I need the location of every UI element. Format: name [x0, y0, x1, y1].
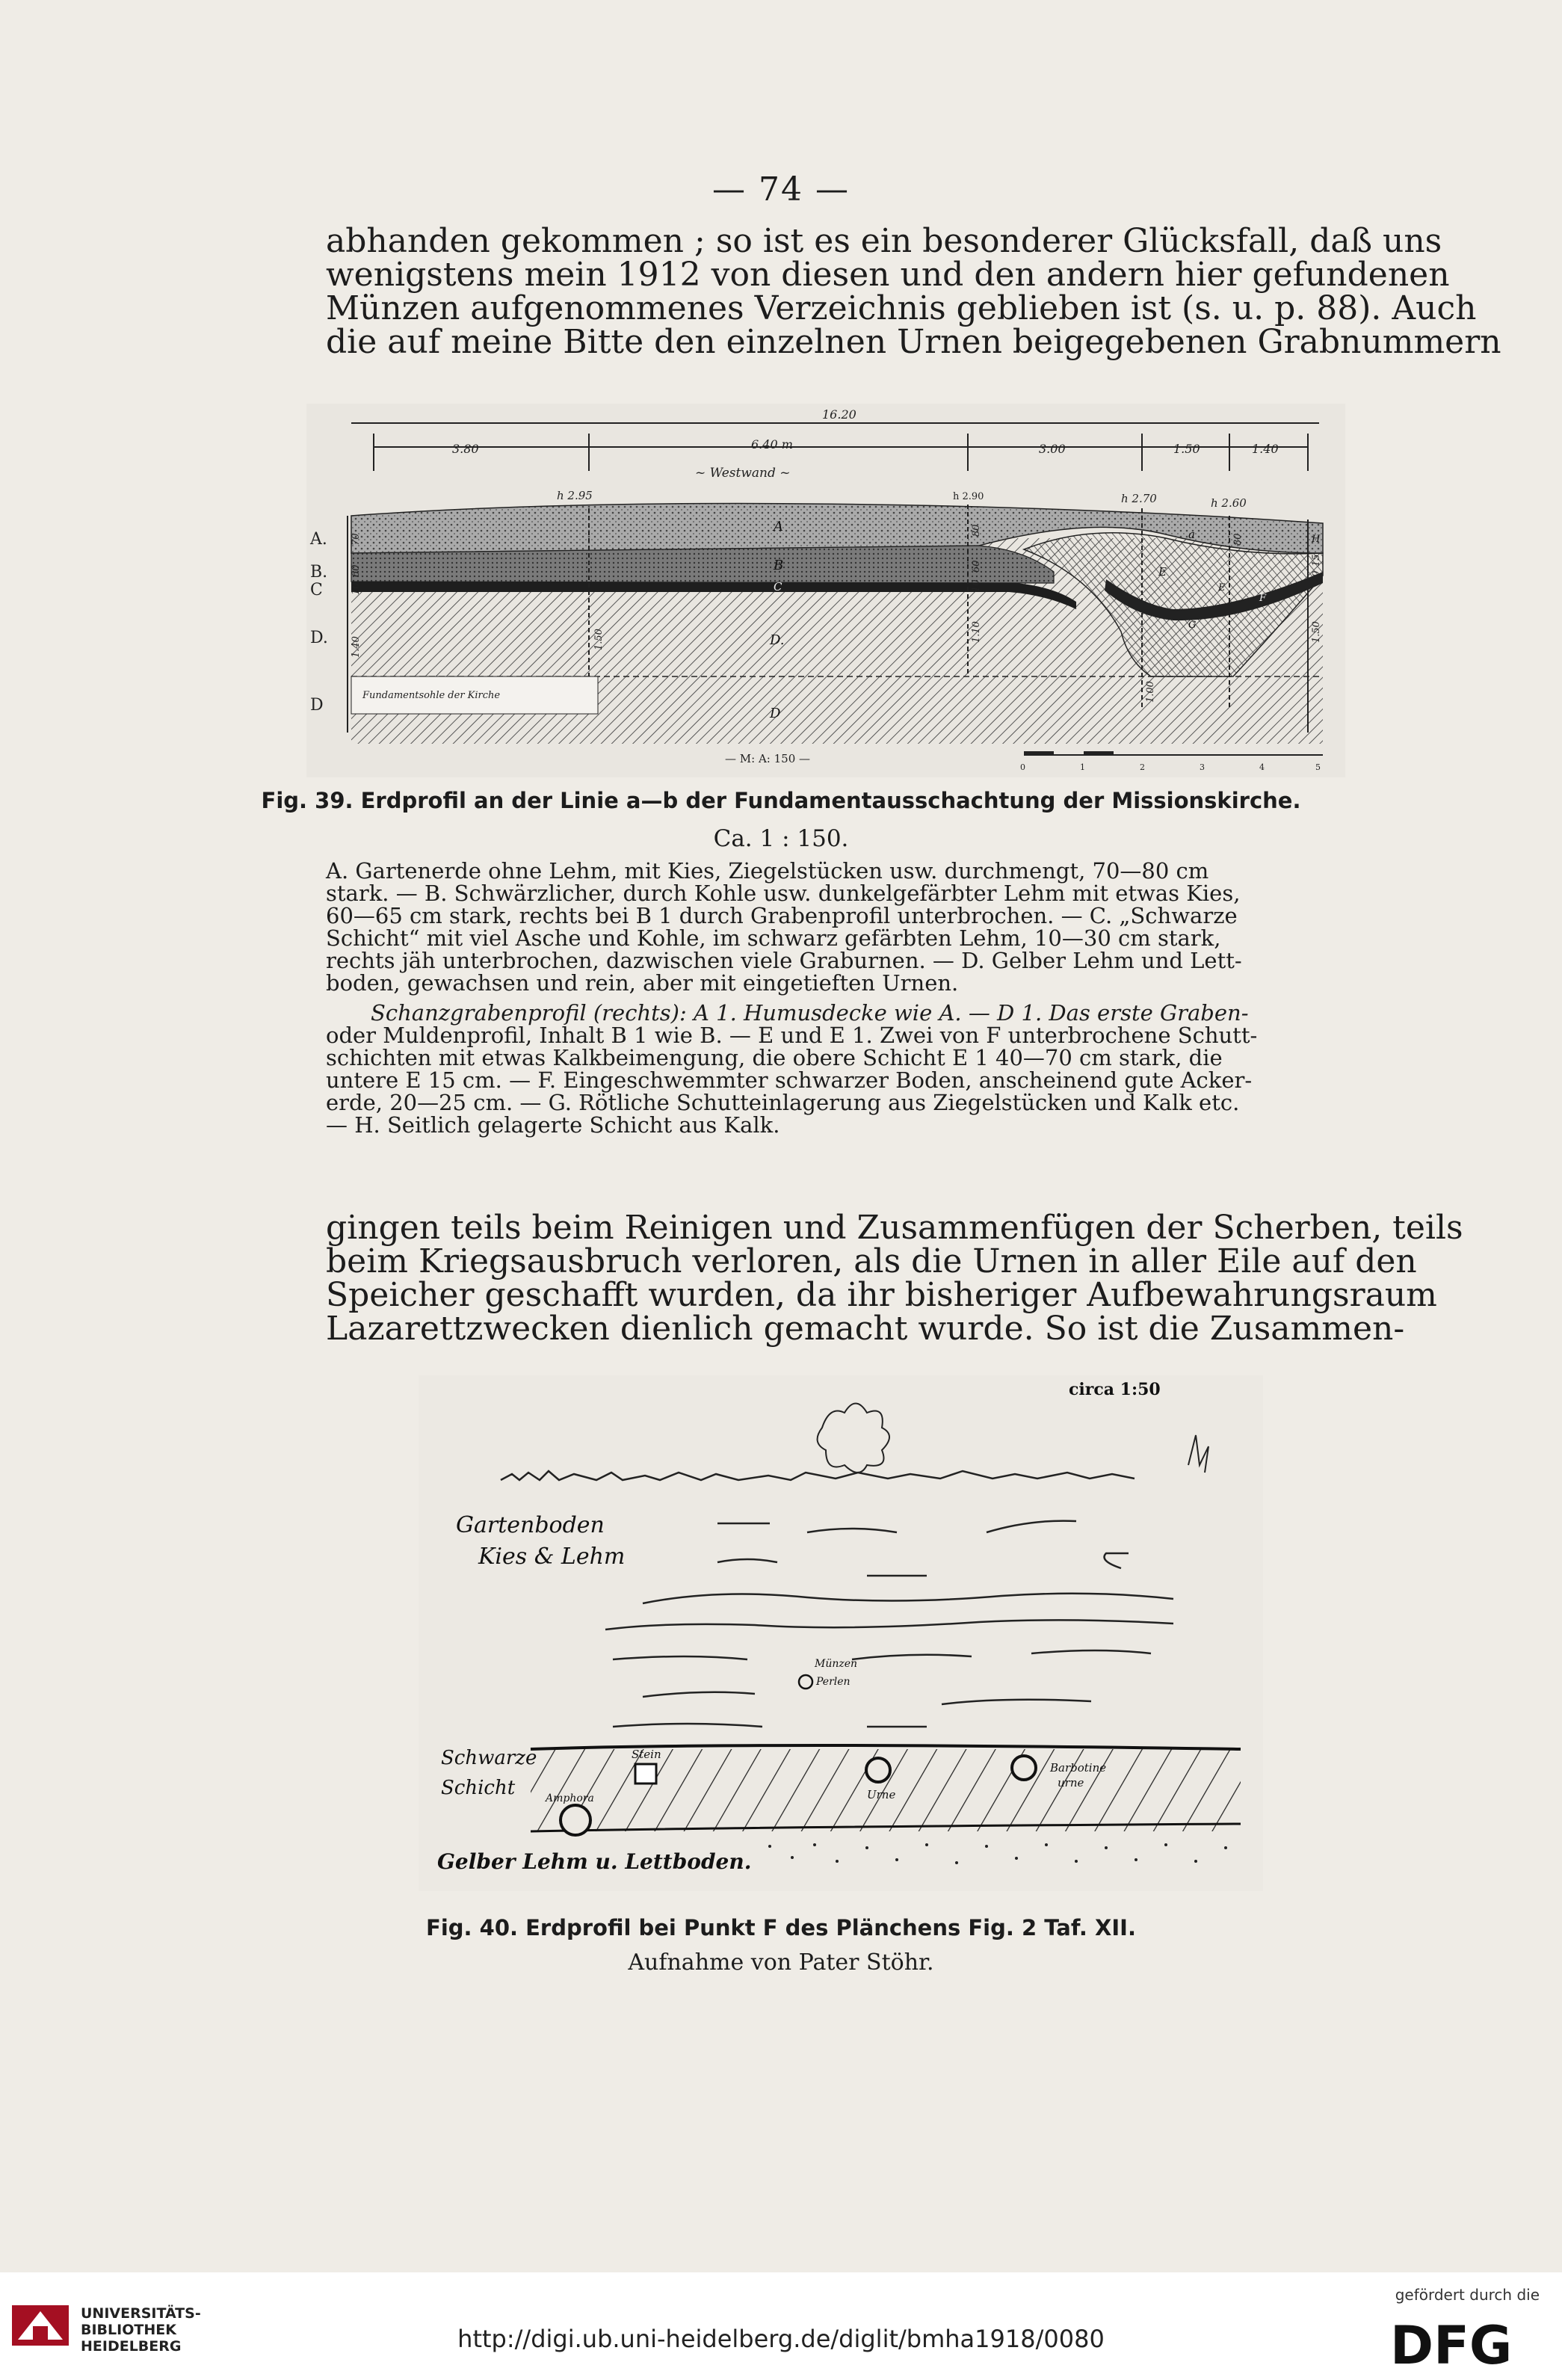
- layer-letter: D: [770, 706, 781, 721]
- figure-40-drawing: [419, 1375, 1263, 1891]
- trench-label: a: [1188, 528, 1195, 541]
- layer-letter: B: [774, 558, 784, 573]
- dim-c-label: 3.00: [1039, 442, 1066, 456]
- left-layer-label: D: [310, 696, 324, 715]
- text-line: die auf meine Bitte den einzelnen Urnen beigegebenen Grabnummern: [326, 323, 1501, 361]
- wall-label: ~ Westwand ~: [695, 466, 791, 481]
- layer-letter: D.: [770, 632, 785, 648]
- measure-number: 80: [1232, 533, 1244, 546]
- figure-40-scale: circa 1:50: [1069, 1380, 1161, 1399]
- label-schwarze: Schwarze: [441, 1747, 537, 1769]
- measure-number: 15: [1311, 554, 1322, 567]
- text-line: Münzen aufgenommenes Verzeichnis geblieben ist (s. u. p. 88). Auch: [326, 289, 1477, 327]
- ground-surface: [501, 1471, 1135, 1480]
- dim-e-label: 1.40: [1252, 442, 1279, 456]
- text-line: abhanden gekommen ; so ist es ein besonderer Glücksfall, daß uns: [326, 222, 1442, 260]
- left-layer-label: D.: [310, 629, 328, 647]
- library-line: UNIVERSITÄTS-: [81, 2305, 201, 2322]
- text-line: Speicher geschafft wurden, da ihr bisheriger Aufbewahrungsraum: [326, 1276, 1437, 1314]
- measure-number: 60: [351, 564, 362, 577]
- height-label: h 2.95: [557, 489, 593, 502]
- legend-line: stark. — B. Schwärzlicher, durch Kohle usw. dunkelgefärbter Lehm mit etwas Kies,: [326, 881, 1241, 906]
- stone-object: [635, 1764, 656, 1784]
- footer-bar: [0, 2272, 1562, 2380]
- plant-sketch: [818, 1404, 889, 1473]
- dfg-logo: [1390, 2316, 1540, 2370]
- dim-b-label: 6.40 m: [751, 437, 793, 451]
- figure-39-legend: [326, 860, 1356, 1136]
- text-line: Lazarettzwecken dienlich gemacht wurde. So ist die Zusammen-: [326, 1310, 1405, 1348]
- layer-letter: A: [774, 519, 783, 534]
- legend-line: untere E 15 cm. — F. Eingeschwemmter schwarzer Boden, anscheinend gute Acker-: [326, 1067, 1253, 1093]
- paragraph-mid: [326, 1209, 1463, 1348]
- measure-number: 60: [971, 560, 982, 573]
- height-label: h 2.70: [1121, 492, 1157, 505]
- urne-object: [866, 1758, 890, 1782]
- label-kies: Kies & Lehm: [478, 1544, 626, 1570]
- legend-line: — H. Seitlich gelagerte Schicht aus Kalk.: [326, 1112, 780, 1138]
- coin-find: [799, 1675, 812, 1689]
- scale-tick: 5: [1315, 762, 1321, 772]
- text-line: beim Kriegsausbruch verloren, als die Urnen in aller Eile auf den: [326, 1242, 1417, 1280]
- label-schicht: Schicht: [441, 1777, 516, 1799]
- figure-40-credit: Aufnahme von Pater Stöhr.: [628, 1949, 934, 1976]
- legend-line: A. Gartenerde ohne Lehm, mit Kies, Ziegelstücken usw. durchmengt, 70—80 cm: [326, 858, 1209, 884]
- height-label: h 2.60: [1211, 496, 1247, 510]
- legend-line: schichten mit etwas Kalkbeimengung, die obere Schicht E 1 40—70 cm stark, die: [326, 1045, 1223, 1070]
- measure-number: 1.00: [1145, 681, 1156, 703]
- label-barbotine: Barbotine: [1050, 1761, 1107, 1775]
- legend-line: Schanzgrabenprofil (rechts): A 1. Humusdecke wie A. — D 1. Das erste Graben-: [371, 1000, 1249, 1026]
- dim-d-label: 1.50: [1173, 442, 1200, 456]
- trench-label: E: [1218, 582, 1226, 594]
- legend-line: erde, 20—25 cm. — G. Rötliche Schutteinlagerung aus Ziegelstücken und Kalk etc.: [326, 1090, 1240, 1115]
- lettboden-dots: [768, 1843, 1227, 1864]
- label-muenzen: Münzen: [815, 1658, 858, 1670]
- measure-number: 1.50: [593, 629, 605, 650]
- label-amphora: Amphora: [546, 1792, 594, 1804]
- scale-tick: 1: [1080, 762, 1085, 772]
- figure-39: [306, 404, 1345, 777]
- label-urne2: urne: [1058, 1776, 1084, 1789]
- barbotine-urne-object: [1012, 1756, 1036, 1780]
- label-gartenboden: Gartenboden: [456, 1512, 605, 1538]
- measure-number: 70: [351, 533, 362, 546]
- left-layer-label: A.: [310, 530, 327, 549]
- trench-label: H: [1312, 534, 1321, 545]
- legend-line: 60—65 cm stark, rechts bei B 1 durch Grabenprofil unterbrochen. — C. „Schwarze: [326, 903, 1238, 928]
- page-number: — 74 —: [712, 170, 850, 209]
- legend-line: rechts jäh unterbrochen, dazwischen viele Graburnen. — D. Gelber Lehm und Lett-: [326, 948, 1242, 973]
- legend-line: Schicht“ mit viel Asche und Kohle, im schwarz gefärbten Lehm, 10—30 cm stark,: [326, 925, 1221, 951]
- foundation-label: Fundamentsohle der Kirche: [362, 690, 501, 701]
- measure-number: 10: [351, 582, 362, 595]
- library-line: BIBLIOTHEK: [81, 2322, 176, 2338]
- scale-bar-block: [1084, 751, 1114, 756]
- layer-letter: C: [774, 580, 782, 594]
- measure-number: 20: [1311, 570, 1322, 583]
- legend-line: oder Muldenprofil, Inhalt B 1 wie B. — E und E 1. Zwei von F unterbrochene Schutt-: [326, 1023, 1258, 1048]
- label-perlen: Perlen: [816, 1676, 851, 1688]
- left-layer-label: B.: [310, 563, 328, 582]
- figure-39-caption: Fig. 39. Erdprofil an der Linie a—b der Fundamentausschachtung der Missionskirche.: [261, 788, 1301, 813]
- amphora-object: [561, 1805, 590, 1835]
- trench-label: E: [1158, 565, 1167, 579]
- dim-total-label: 16.20: [822, 407, 856, 422]
- library-line: HEIDELBERG: [81, 2338, 182, 2355]
- label-gelber: Gelber Lehm u. Lettboden.: [437, 1849, 752, 1874]
- trench-label: G: [1188, 620, 1197, 631]
- figure-39-scale: Ca. 1 : 150.: [713, 825, 849, 852]
- dfg-logo-text: DFG: [1390, 2316, 1513, 2370]
- text-line: gingen teils beim Reinigen und Zusammenfügen der Scherben, teils: [326, 1209, 1463, 1247]
- scale-bar-block: [1024, 751, 1054, 756]
- paragraph-top: [326, 222, 1501, 361]
- figure-40: [419, 1375, 1263, 1891]
- label-stein: Stein: [632, 1748, 661, 1761]
- figure-40-caption: Fig. 40. Erdprofil bei Punkt F des Plänchens Fig. 2 Taf. XII.: [426, 1915, 1136, 1940]
- plant-sketch: [1188, 1435, 1208, 1473]
- dim-a-label: 3.80: [452, 442, 479, 456]
- soil-strokes: [605, 1521, 1173, 1727]
- source-url[interactable]: http://digi.ub.uni-heidelberg.de/diglit/bmha1918/0080: [457, 2325, 1105, 2353]
- left-layer-label: C: [310, 581, 323, 599]
- height-label: h 2.90: [953, 491, 984, 502]
- measure-number: 80: [971, 524, 982, 537]
- measure-number: 10: [971, 579, 982, 592]
- label-urne: Urne: [867, 1788, 896, 1801]
- scale-tick: 0: [1020, 762, 1025, 772]
- scale-tick: 4: [1259, 762, 1265, 772]
- measure-number: 1.50: [1311, 621, 1322, 643]
- scale-tick: 3: [1200, 762, 1205, 772]
- legend-line: boden, gewachsen und rein, aber mit eingetieften Urnen.: [326, 970, 959, 996]
- figure-39-drawing: [306, 404, 1345, 777]
- scale-label: — M: A: 150 —: [725, 752, 811, 765]
- trench-label: F: [1259, 593, 1267, 604]
- measure-number: 1.40: [351, 636, 362, 658]
- scale-tick: 2: [1140, 762, 1145, 772]
- text-line: wenigstens mein 1912 von diesen und den andern hier gefundenen: [326, 256, 1450, 294]
- measure-number: 1.10: [971, 621, 982, 643]
- funded-by-label: gefördert durch die: [1395, 2286, 1540, 2304]
